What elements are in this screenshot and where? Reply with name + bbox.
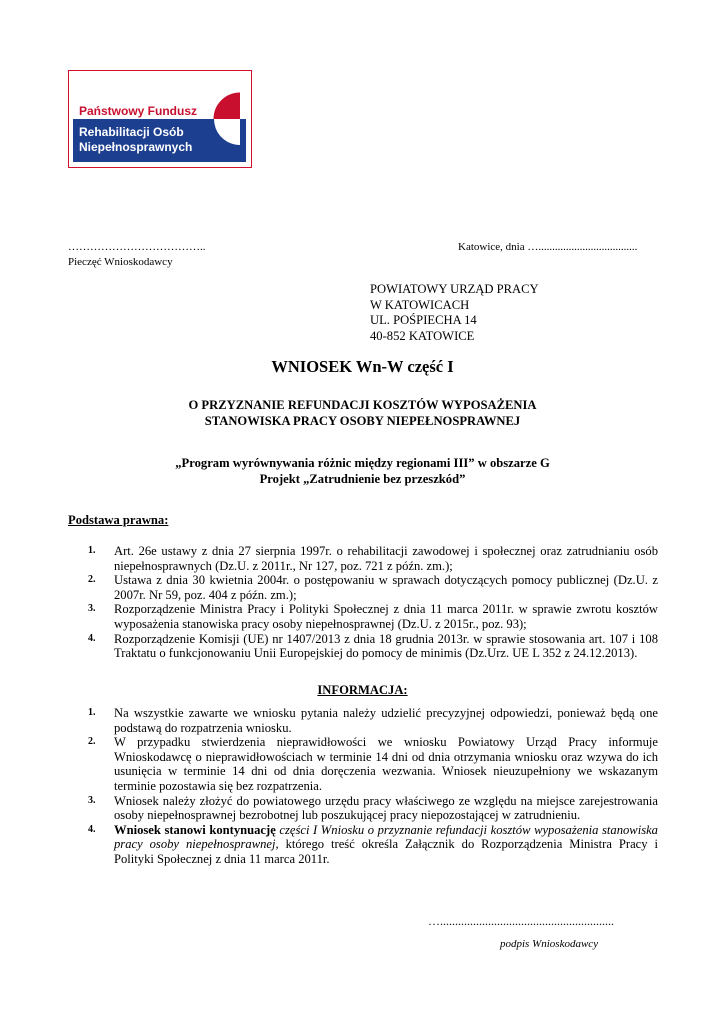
signature-dots: ….......................................................... xyxy=(428,914,614,928)
item-text: Ustawa z dnia 30 kwietnia 2004r. o postępowaniu w sprawach dotyczących pomocy publicznej (Dz.U. z 2007r. Nr 59, poz. 404 z późn. zm.); xyxy=(114,573,658,602)
program-line-1: „Program wyrównywania różnic między regionami III” w obszarze G xyxy=(175,456,550,470)
stamp-dots: ……………………………….. xyxy=(68,241,206,253)
subtitle-line-1: O PRZYZNANIE REFUNDACJI KOSZTÓW WYPOSAŻENIA xyxy=(188,398,537,412)
item-text: Wniosek należy złożyć do powiatowego urzędu pracy właściwego ze względu na miejsce zarejestrowania osoby niepełnosprawnej bezrobotnej lub poszukującej pracy niepozostającej w zatrudnieniu. xyxy=(114,793,658,823)
list-item xyxy=(88,706,658,735)
list-item xyxy=(88,544,658,573)
list-item xyxy=(88,632,658,661)
item-number: 2. xyxy=(88,574,96,586)
item-text: Art. 26e ustawy z dnia 27 sierpnia 1997r. o rehabilitacji zawodowej i społecznej oraz zatrudnianiu osób niepełnosprawnych (Dz.U. z 2011r., Nr 127, poz. 721 z późn. zm.); xyxy=(114,544,658,573)
item-text: Rozporządzenie Komisji (UE) nr 1407/2013 z dnia 18 grudnia 2013r. w sprawie stosowania art. 107 i 108 Traktatu o funkcjonowaniu Unii Europejskiej do pomocy de minimis (Dz.Urz. UE L 352 z 24.12.2013). xyxy=(114,631,658,661)
pfron-logo xyxy=(68,70,252,168)
list-item xyxy=(88,823,658,867)
item-text: W przypadku stwierdzenia nieprawidłowości we wniosku Powiatowy Urząd Pracy informuje Wnioskodawcę o nieprawidłowościach w terminie 14 dni od dnia otrzymania wniosku oraz wzywa do ich usunięcia w terminie 14 dni od dnia doręczenia wezwania. Wniosek nieuzupełniony we wskazanym terminie pozostawia się bez rozpatrzenia. xyxy=(114,735,658,793)
list-item xyxy=(88,573,658,602)
item-text: Rozporządzenie Ministra Pracy i Polityki Społecznej z dnia 11 marca 2011r. w sprawie zwrotu kosztów wyposażenia stanowiska pracy osoby niepełnosprawnej (Dz.U. z 2015r., poz. 93); xyxy=(114,602,658,631)
recipient-address xyxy=(370,282,539,344)
item-text: , którego treść określa Załącznik do Rozporządzenia Ministra Pracy i Polityki Społecznej z dnia 11 marca 2011r. xyxy=(114,837,658,866)
address-line-1: POWIATOWY URZĄD PRACY xyxy=(370,282,539,296)
document-subtitle xyxy=(0,398,725,429)
item-number: 2. xyxy=(88,736,96,748)
list-item xyxy=(88,602,658,631)
information-heading: INFORMACJA: xyxy=(317,683,408,697)
logo-line-3: Niepełnosprawnych xyxy=(79,140,193,154)
list-item xyxy=(88,794,658,823)
item-number: 1. xyxy=(88,707,96,718)
logo-line-1: Państwowy Fundusz xyxy=(79,104,198,118)
document-title: WNIOSEK Wn-W część I xyxy=(271,357,454,376)
program-line-2: Projekt „Zatrudnienie bez przeszkód” xyxy=(259,471,466,486)
subtitle-line-2: STANOWISKA PRACY OSOBY NIEPEŁNOSPRAWNEJ xyxy=(204,413,521,428)
legal-basis-heading: Podstawa prawna: xyxy=(68,513,169,527)
address-line-4: 40-852 KATOWICE xyxy=(370,328,475,343)
item-italic-text: części I Wniosku o przyznanie refundacji kosztów wyposażenia stanowiska pracy osoby niepełnosprawnej xyxy=(114,822,658,852)
item-number: 4. xyxy=(88,632,96,644)
list-item xyxy=(88,735,658,793)
information-list xyxy=(88,706,658,867)
item-bold-text: Wniosek stanowi kontynuację xyxy=(114,822,276,837)
address-line-2: W KATOWICACH xyxy=(370,297,470,312)
item-number: 1. xyxy=(88,545,96,556)
address-line-3: UL. POŚPIECHA 14 xyxy=(370,313,477,327)
item-number: 3. xyxy=(88,794,96,806)
logo-line-2: Rehabilitacji Osób xyxy=(79,125,184,139)
program-title xyxy=(0,456,725,487)
item-text: Na wszystkie zawarte we wniosku pytania należy udzielić precyzyjnej odpowiedzi, ponieważ będą one podstawą do rozpatrzenia wniosku. xyxy=(114,706,658,735)
signature-label: podpis Wnioskodawcy xyxy=(500,938,599,950)
city-date: Katowice, dnia ….................................... xyxy=(458,241,638,253)
legal-basis-list xyxy=(88,544,658,661)
item-number: 4. xyxy=(88,823,96,835)
item-number: 3. xyxy=(88,603,96,615)
stamp-label: Pieczęć Wnioskodawcy xyxy=(68,256,173,268)
